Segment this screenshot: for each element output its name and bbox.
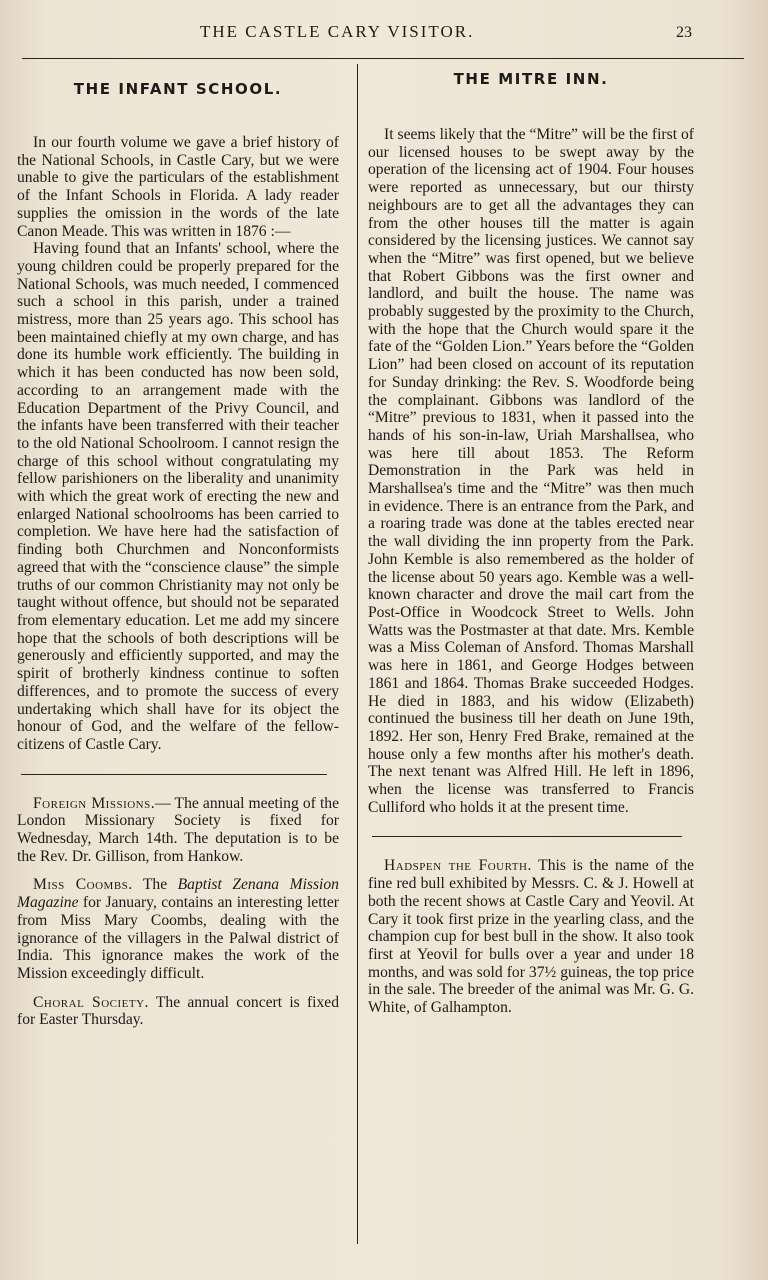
mitre-inn-article: [368, 70, 694, 816]
miss-coombs-note: [17, 876, 339, 982]
infant-school-body: Having found that an Infants' school, where the young children could be properly prepared for the National Schools, was much needed, I commenced such a school in this parish, under a trained mistress, more than 25 years ago. This school has been maintained chiefly at my own charge, and has done its humble work efficiently. The building in which it has been conducted has now been sold, according to an arrangement made with the Education Department of the Privy Council, and the infants have been transferred with their teacher to the old National Schoolroom. I cannot resign the charge of this school without congratulating my fellow parishioners on the liberality and unanimity with which the great work of erecting the new and enlarged National schoolrooms has been carried to completion. We have here had the satisfaction of finding both Churchmen and Nonconformists agreed that with the “conscience clause” the simple truths of our common Christianity may not only be taught without offence, but should not be separated from elementary education. Let me add my sincere hope that the schools of both descriptions will be generously and efficiently supported, and may the spirit of brotherly kindness continue to soften differences, and to promote the success of every undertaking which shall have for its object the honour of God, and the welfare of the fellow-citizens of Castle Cary.: [17, 240, 339, 753]
note-text: — The annual meeting of the London Missionary Society is fixed for Wednesday, March 14th. The deputation is to be the Rev. Dr. Gillison, from Hankow.: [17, 794, 340, 865]
note-lead: Choral Society.: [33, 993, 149, 1011]
note-text: This is the name of the fine red bull exhibited by Messrs. C. & J. Howell at both the recent shows at Castle Cary and Yeovil. At Cary it took first prize in the yearling class, and the champion cup for best bull in the show. It also took first at Yeovil for bulls over a year and under 18 months, and was sold for 37½ guineas, the top price in the sale. The breeder of the animal was Mr. G. G. White, of Galhampton.: [368, 857, 694, 1017]
right-column: [368, 70, 694, 1028]
note-text: The: [132, 876, 178, 894]
header-rule: [22, 58, 744, 59]
choral-society-note: [17, 994, 339, 1029]
hadspen-note: [368, 857, 694, 1016]
magazine-title: Baptist Zenana Mission Magazine: [17, 876, 339, 912]
mitre-inn-body: It seems likely that the “Mitre” will be the first of our licensed houses to be swept away by the operation of the licensing act of 1904. Four houses were reported as unnecessary, but our thirsty neighbours are to get all the advantages they can from the other houses till the matter is again considered by the licensing justices. We cannot say when the “Mitre” was first opened, but we believe that Robert Gibbons was the first owner and landlord, and built the house. The name was probably suggested by the proximity to the Church, with the hope that the Church would spare it the fate of the “Golden Lion.” Years before the “Golden Lion” had been closed on account of its reputation for Sunday drinking: the Rev. S. Woodforde being the complainant. Gibbons was landlord of the “Mitre” previous to 1831, when it passed into the hands of his son-in-law, Uriah Marshallsea, who was here till about 1853. The Reform Demonstration in the Park was held in Marshallsea's time and the “Mitre” was then much in evidence. There is an entrance from the Park, and a roaring trade was done at the tables erected near the wall dividing the inn property from the Park. John Kemble is also remembered as the holder of the license about 50 years ago. Kemble was a well-known character and drove the mail cart from the Post-Office in Woodcock Street to Wells. John Watts was the Postmaster at that date. Mrs. Kemble was a Miss Coleman of Ansford. Thomas Marshall was here in 1861, and George Hodges between 1861 and 1864. Thomas Brake succeeded Hodges. He died in 1883, and his widow (Elizabeth) continued the business till her death on June 19th, 1892. Her son, Henry Fred Brake, remained at the house only a few months after his mother's death. The next tenant was Alfred Hill. He left in 1896, when the license was transferred to Francis Culliford who holds it at the present time.: [368, 126, 694, 816]
note-lead: Foreign Missions.: [33, 794, 156, 812]
foreign-missions-note: [17, 795, 339, 866]
note-lead: Miss Coombs.: [33, 876, 133, 894]
note-text: for January, contains an interesting letter from Miss Mary Coombs, dealing with the ignorance of the villagers in the Palwal district of India. This ignorance makes the work of the Mission exceedingly difficult.: [17, 894, 339, 982]
column-divider: [357, 64, 358, 1244]
running-title: THE CASTLE CARY VISITOR.: [200, 22, 475, 41]
section-rule: [21, 774, 327, 775]
infant-school-article: [17, 80, 339, 754]
running-header: [0, 22, 768, 46]
mitre-inn-heading: THE MITRE INN.: [453, 70, 609, 88]
left-column: [17, 80, 339, 1040]
note-lead: Hadspen the Fourth.: [384, 857, 532, 875]
note-text: The annual concert is fixed for Easter Thursday.: [17, 993, 339, 1029]
section-rule: [372, 836, 682, 837]
page-number: 23: [676, 24, 692, 41]
infant-school-intro: In our fourth volume we gave a brief history of the National Schools, in Castle Cary, but we were unable to give the particulars of the establishment of the Infant Schools in Florida. A lady reader supplies the omission in the words of the late Canon Meade. This was written in 1876 :—: [17, 134, 339, 240]
infant-school-heading: THE INFANT SCHOOL.: [73, 80, 283, 98]
